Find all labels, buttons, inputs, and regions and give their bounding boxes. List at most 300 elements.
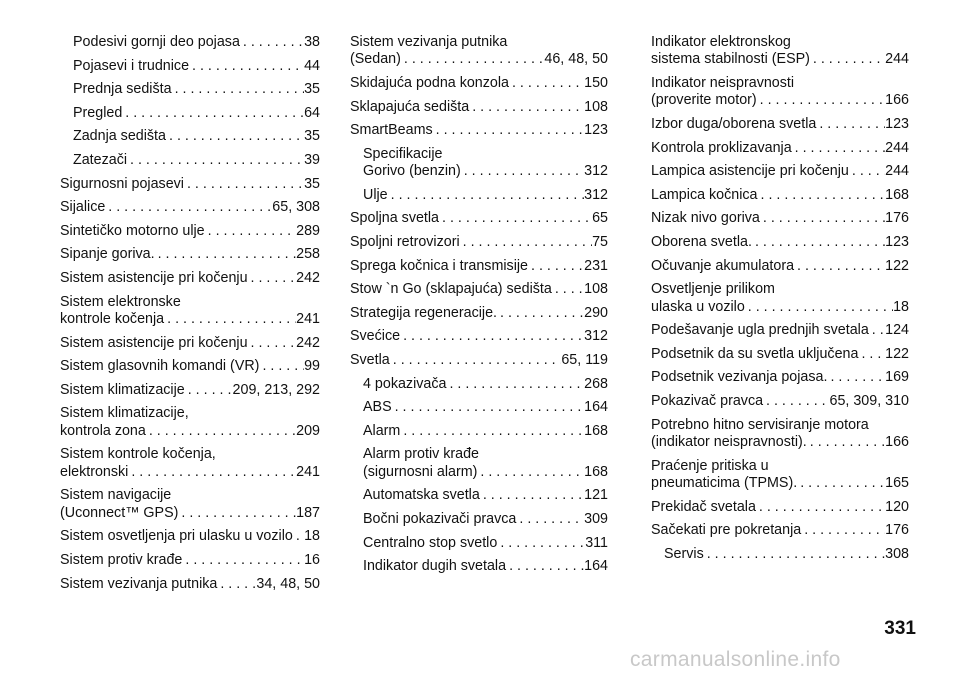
index-entry-title: Zatezači	[73, 151, 128, 168]
index-entry-pages: 123	[584, 122, 608, 139]
index-entry-row	[60, 464, 320, 481]
index-entry-pages: 176	[885, 210, 909, 227]
index-entry	[60, 199, 320, 216]
index-column-2	[350, 34, 608, 582]
index-entry-pages: 35	[304, 175, 320, 192]
index-entry	[651, 187, 909, 204]
index-entry-pages: 39	[304, 151, 320, 168]
index-entry	[651, 458, 909, 493]
index-entry-pages: 16	[304, 551, 320, 568]
index-entry-title: kontrole kočenja	[60, 310, 165, 327]
page-number: 331	[884, 618, 916, 639]
index-entry-heading: Indikator elektronskog	[651, 34, 791, 50]
index-entry-pages: 122	[885, 345, 909, 362]
index-entry	[350, 376, 608, 393]
index-entry-row	[73, 34, 320, 51]
index-entry-row	[60, 382, 320, 399]
index-entry-row	[350, 210, 608, 227]
index-entry-row	[60, 576, 320, 593]
index-entry	[651, 499, 909, 516]
index-entry-heading: Sistem klimatizacije,	[60, 405, 189, 422]
dot-leader	[189, 58, 304, 75]
index-entry-row	[350, 99, 608, 116]
index-entry	[350, 122, 608, 139]
index-entry-pages: 311	[585, 534, 608, 551]
dot-leader	[392, 399, 585, 416]
index-entry-pages: 65, 309, 310	[829, 392, 909, 409]
index-entry-title: Alarm	[363, 422, 401, 439]
index-entry-title: Strategija regeneracije.	[350, 304, 498, 321]
index-entry-row	[363, 535, 608, 552]
index-entry-row	[60, 423, 320, 440]
index-entry-row	[60, 552, 320, 569]
index-entry-pages: 164	[584, 399, 608, 416]
dot-leader	[477, 464, 584, 481]
index-entry	[651, 369, 909, 386]
index-entry-row	[651, 210, 909, 227]
index-entry-row	[651, 475, 909, 492]
index-entry-title: Sistem glasovnih komandi (VR)	[60, 358, 260, 375]
index-entry-title: Sigurnosni pojasevi	[60, 175, 184, 192]
index-entry-row	[363, 399, 608, 416]
index-entry	[651, 346, 909, 363]
index-entry-pages: 75	[592, 233, 608, 250]
index-entry	[651, 140, 909, 157]
index-entry-row	[651, 322, 909, 339]
index-entry-pages: 242	[296, 269, 320, 286]
index-entry-row	[60, 199, 320, 216]
index-entry-pages: 187	[296, 504, 320, 521]
index-entry	[350, 328, 608, 345]
dot-leader	[704, 546, 885, 563]
index-entry-heading: Sistem navigacije	[60, 487, 172, 504]
index-entry-heading: Sistem kontrole kočenja,	[60, 446, 216, 463]
index-entry	[350, 511, 608, 528]
index-entry-row	[350, 75, 608, 92]
index-entry-title: Pojasevi i trudnice	[73, 57, 190, 74]
dot-leader	[758, 187, 886, 204]
index-entry-title: (proverite motor)	[651, 92, 757, 109]
dot-leader	[849, 163, 885, 180]
dot-leader	[122, 105, 304, 122]
dot-leader	[810, 51, 885, 68]
dot-leader	[807, 434, 885, 451]
index-entry-title: (Uconnect™ GPS)	[60, 504, 179, 521]
dot-leader	[184, 176, 304, 193]
index-entry-title: Sprega kočnica i transmisije	[350, 257, 528, 274]
dot-leader	[757, 92, 885, 109]
index-entry	[651, 34, 909, 69]
dot-leader	[240, 34, 304, 51]
index-entry-title: Automatska svetla	[363, 487, 480, 504]
index-entry-title: Sijalice	[60, 199, 106, 216]
index-entry-row	[363, 163, 608, 180]
index-entry-row	[651, 499, 909, 516]
index-entry-pages: 168	[885, 186, 909, 203]
index-entry-title: Pregled	[73, 104, 123, 121]
index-entry-pages: 166	[885, 92, 909, 109]
index-entry-pages: 241	[296, 310, 320, 327]
index-entry-pages: 65, 308	[272, 199, 320, 216]
dot-leader	[433, 122, 585, 139]
index-entry-pages: 312	[584, 163, 608, 180]
index-entry	[350, 281, 608, 298]
index-entry	[60, 576, 320, 593]
index-entry-pages: 176	[885, 522, 909, 539]
index-entry-title: Svetla	[350, 351, 390, 368]
index-entry	[350, 75, 608, 92]
index-entry	[350, 535, 608, 552]
index-entry-pages: 165	[885, 474, 909, 491]
dot-leader	[801, 522, 885, 539]
index-entry-heading: Potrebno hitno servisiranje motora	[651, 416, 869, 433]
index-entry-row	[73, 105, 320, 122]
dot-leader	[205, 223, 297, 240]
index-entry	[60, 152, 320, 169]
index-entry-pages: 258	[296, 246, 320, 263]
index-entry-pages: 308	[885, 545, 909, 562]
dot-leader	[400, 328, 584, 345]
dot-leader	[552, 281, 584, 298]
dot-leader	[155, 246, 297, 263]
index-entry-title: Servis	[664, 545, 704, 562]
dot-leader	[105, 199, 272, 216]
dot-leader	[259, 358, 304, 375]
index-entry-pages: 123	[885, 116, 909, 132]
dot-leader	[401, 51, 545, 68]
index-entry	[350, 423, 608, 440]
index-entry-title: Zadnja sedišta	[73, 128, 166, 145]
index-entry-title: 4 pokazivača	[363, 375, 447, 392]
index-entry-pages: 231	[584, 257, 608, 274]
dot-leader	[293, 528, 304, 545]
index-entry-row	[651, 522, 909, 539]
dot-leader	[760, 210, 885, 227]
index-entry-row	[363, 511, 608, 528]
index-entry-pages: 120	[885, 498, 909, 515]
dot-leader	[164, 311, 296, 328]
index-entry-pages: 166	[885, 433, 909, 450]
index-entry-title: pneumaticima (TPMS).	[651, 474, 798, 491]
index-entry	[651, 322, 909, 339]
index-entry-pages: 35	[304, 81, 320, 98]
dot-leader	[528, 258, 584, 275]
index-entry-pages: 123	[885, 233, 909, 250]
index-entry-row	[363, 187, 608, 204]
index-entry-title: Podsetnik vezivanja pojasa.	[651, 369, 828, 386]
index-entry-title: (Sedan)	[350, 51, 401, 68]
index-entry	[60, 58, 320, 75]
index-entry-row	[350, 122, 608, 139]
index-entry-row	[73, 58, 320, 75]
index-entry-row	[651, 116, 909, 133]
index-entry-pages: 312	[584, 328, 608, 345]
index-entry-pages: 244	[885, 163, 909, 180]
index-entry	[350, 446, 608, 481]
index-entry-row	[651, 346, 909, 363]
index-entry-row	[363, 558, 608, 575]
index-entry-row	[651, 234, 909, 251]
index-entry-row	[73, 152, 320, 169]
index-entry	[350, 146, 608, 181]
index-entry-row	[350, 258, 608, 275]
index-entry-heading: Sistem elektronske	[60, 293, 181, 310]
index-entry-row	[350, 305, 608, 322]
index-entry-pages: 312	[584, 186, 608, 203]
index-entry-pages: 168	[584, 422, 608, 439]
index-entry-pages: 244	[885, 139, 909, 156]
index-entry	[60, 270, 320, 287]
dot-leader	[217, 576, 256, 593]
index-entry	[60, 487, 320, 522]
index-entry-title: Spoljna svetla	[350, 210, 440, 227]
index-entry-row	[350, 51, 608, 68]
index-entry-title: Spoljni retrovizori	[350, 233, 460, 250]
index-entry	[651, 258, 909, 275]
index-entry-title: kontrola zona	[60, 422, 146, 439]
index-entry-title: Podešavanje ugla prednjih svetala	[651, 322, 869, 339]
index-entry	[60, 105, 320, 122]
dot-leader	[763, 393, 829, 410]
index-entry-row	[60, 246, 320, 263]
index-entry	[651, 281, 909, 316]
index-entry-pages: 164	[584, 558, 608, 575]
index-entry-row	[363, 464, 608, 481]
index-entry-pages: 108	[584, 281, 608, 298]
watermark: carmanualsonline.info	[630, 648, 841, 671]
index-entry	[60, 34, 320, 51]
index-entry-heading: Praćenje pritiska u	[651, 457, 769, 474]
index-entry-row	[651, 163, 909, 180]
index-entry	[60, 528, 320, 545]
index-entry-title: Izbor duga/oborena svetla	[651, 116, 817, 132]
index-entry	[651, 522, 909, 539]
dot-leader	[185, 382, 233, 399]
index-entry-title: Očuvanje akumulatora	[651, 257, 795, 274]
index-entry-row	[60, 270, 320, 287]
index-entry-pages: 99	[304, 358, 320, 375]
index-entry-row	[350, 352, 608, 369]
index-column-1	[60, 34, 320, 599]
index-entry	[60, 552, 320, 569]
index-entry-pages: 65, 119	[561, 351, 608, 368]
index-entry-row	[651, 187, 909, 204]
dot-leader	[172, 81, 305, 98]
index-entry	[60, 335, 320, 352]
index-entry	[350, 99, 608, 116]
index-entry-row	[664, 546, 909, 563]
index-entry-row	[363, 376, 608, 393]
index-entry-title: Gorivo (benzin)	[363, 163, 461, 180]
dot-leader	[756, 499, 885, 516]
index-entry-row	[350, 328, 608, 345]
dot-leader	[497, 305, 584, 322]
index-entry-title: Podesivi gornji deo pojasa	[73, 34, 240, 50]
index-entry-pages: 121	[584, 487, 608, 504]
index-entry-title: ABS	[363, 399, 392, 416]
index-entry-pages: 124	[885, 322, 909, 339]
index-entry-pages: 150	[584, 75, 608, 91]
index-entry-title: Lampica asistencije pri kočenju	[651, 163, 849, 180]
index-entry-heading: Alarm protiv krađe	[363, 446, 480, 463]
index-entry-title: Sintetičko motorno ulje	[60, 222, 205, 239]
index-entry-pages: 64	[304, 104, 320, 121]
index-entry-row	[651, 258, 909, 275]
index-entry-title: Indikator dugih svetala	[363, 558, 507, 575]
index-entry-row	[651, 393, 909, 410]
index-entry-title: Lampica kočnica	[651, 186, 758, 203]
dot-leader	[460, 234, 592, 251]
index-entry	[60, 128, 320, 145]
index-entry-title: Sistem asistencije pri kočenju	[60, 269, 248, 286]
index-entry-title: Sistem klimatizacije	[60, 381, 185, 398]
index-entry-pages: 289	[296, 222, 320, 239]
dot-leader	[439, 210, 592, 227]
index-entry	[350, 305, 608, 322]
index-column-3	[651, 34, 909, 569]
dot-leader	[869, 322, 885, 339]
dot-leader	[446, 376, 584, 393]
index-entry-pages: 44	[304, 57, 320, 74]
dot-leader	[827, 369, 885, 386]
index-entry	[651, 210, 909, 227]
dot-leader	[390, 352, 562, 369]
index-entry-title: Prekidač svetala	[651, 498, 756, 515]
index-entry-pages: 168	[584, 463, 608, 480]
index-entry-title: elektronski	[60, 463, 129, 480]
index-entry-pages: 38	[304, 34, 320, 50]
index-entry-title: Stow `n Go (sklapajuća) sedišta	[350, 281, 552, 298]
index-entry-row	[363, 423, 608, 440]
index-entry	[651, 417, 909, 452]
index-entry-title: sistema stabilnosti (ESP)	[651, 51, 810, 68]
dot-leader	[166, 128, 304, 145]
index-entry-title: (sigurnosni alarm)	[363, 463, 478, 480]
index-entry-pages: 241	[296, 463, 320, 480]
index-entry-row	[60, 528, 320, 545]
index-entry-row	[651, 369, 909, 386]
index-entry-title: Nizak nivo goriva	[651, 210, 760, 227]
index-entry-pages: 268	[584, 375, 608, 392]
index-entry-title: Sistem vezivanja putnika	[60, 575, 218, 592]
index-entry-heading: Specifikacije	[363, 145, 443, 162]
index-entry	[651, 234, 909, 251]
index-entry-title: Sklapajuća sedišta	[350, 98, 470, 115]
dot-leader	[469, 99, 584, 116]
index-entry-row	[60, 505, 320, 522]
dot-leader	[797, 475, 885, 492]
index-entry-pages: 18	[304, 528, 320, 545]
index-entry-title: Skidajuća podna konzola	[350, 75, 509, 91]
index-entry-title: Sačekati pre pokretanja	[651, 522, 802, 539]
dot-leader	[480, 487, 584, 504]
index-entry-title: (indikator neispravnosti).	[651, 433, 807, 450]
dot-leader	[509, 75, 584, 92]
index-entry	[60, 246, 320, 263]
index-entry-pages: 35	[304, 128, 320, 145]
index-entry-heading: Indikator neispravnosti	[651, 75, 795, 91]
index-entry-title: Oborena svetla.	[651, 233, 752, 250]
dot-leader	[506, 558, 584, 575]
index-entry	[651, 116, 909, 133]
dot-leader	[178, 505, 296, 522]
index-entry-title: Sistem osvetljenja pri ulasku u vozilo	[60, 528, 293, 545]
dot-leader	[745, 299, 893, 316]
index-entry-row	[651, 92, 909, 109]
index-entry	[350, 399, 608, 416]
dot-leader	[127, 152, 304, 169]
index-entry-row	[60, 176, 320, 193]
index-entry-row	[73, 128, 320, 145]
dot-leader	[146, 423, 296, 440]
dot-leader	[497, 535, 585, 552]
index-entry-row	[651, 434, 909, 451]
index-entry	[60, 446, 320, 481]
dot-leader	[248, 270, 297, 287]
dot-leader	[128, 464, 296, 481]
index-entry-row	[60, 335, 320, 352]
index-entry-title: Bočni pokazivači pravca	[363, 510, 517, 527]
index-entry-pages: 309	[584, 510, 608, 527]
index-entry-pages: 122	[885, 257, 909, 274]
index-entry-title: SmartBeams	[350, 122, 433, 139]
dot-leader	[794, 258, 885, 275]
index-entry-title: Sistem asistencije pri kočenju	[60, 334, 248, 351]
index-entry-title: Kontrola proklizavanja	[651, 139, 792, 156]
index-entry	[350, 487, 608, 504]
index-entry	[60, 294, 320, 329]
index-entry	[60, 176, 320, 193]
index-entry-pages: 34, 48, 50	[256, 575, 320, 592]
index-entry	[60, 358, 320, 375]
index-entry-row	[651, 51, 909, 68]
index-entry-pages: 46, 48, 50	[544, 51, 608, 68]
index-entry-title: Ulje	[363, 186, 388, 203]
index-entry-title: Sistem protiv krađe	[60, 551, 183, 568]
dot-leader	[858, 346, 885, 363]
index-entry	[350, 258, 608, 275]
index-entry-title: Pokazivač pravca	[651, 392, 764, 409]
index-entry-row	[60, 311, 320, 328]
index-entry-pages: 169	[885, 369, 909, 386]
index-entry-row	[651, 140, 909, 157]
index-entry-title: Centralno stop svetlo	[363, 534, 498, 551]
index-entry-title: Podsetnik da su svetla uključena	[651, 345, 859, 362]
index-entry-title: Prednja sedišta	[73, 81, 172, 98]
dot-leader	[388, 187, 585, 204]
index-entry-row	[60, 223, 320, 240]
index-entry	[60, 81, 320, 98]
index-entry	[60, 382, 320, 399]
dot-leader	[461, 163, 584, 180]
index-entry-row	[651, 299, 909, 316]
index-entry-row	[73, 81, 320, 98]
index-entry	[350, 352, 608, 369]
index-entry	[350, 187, 608, 204]
index-entry	[60, 405, 320, 440]
index-entry	[350, 34, 608, 69]
index-entry	[60, 223, 320, 240]
index-entry-row	[350, 281, 608, 298]
dot-leader	[248, 335, 297, 352]
index-entry-pages: 18	[893, 298, 909, 315]
dot-leader	[816, 116, 885, 133]
dot-leader	[792, 140, 885, 157]
index-entry-pages: 209	[296, 422, 320, 439]
index-entry-pages: 244	[885, 51, 909, 68]
index-entry	[350, 234, 608, 251]
index-entry-row	[350, 234, 608, 251]
